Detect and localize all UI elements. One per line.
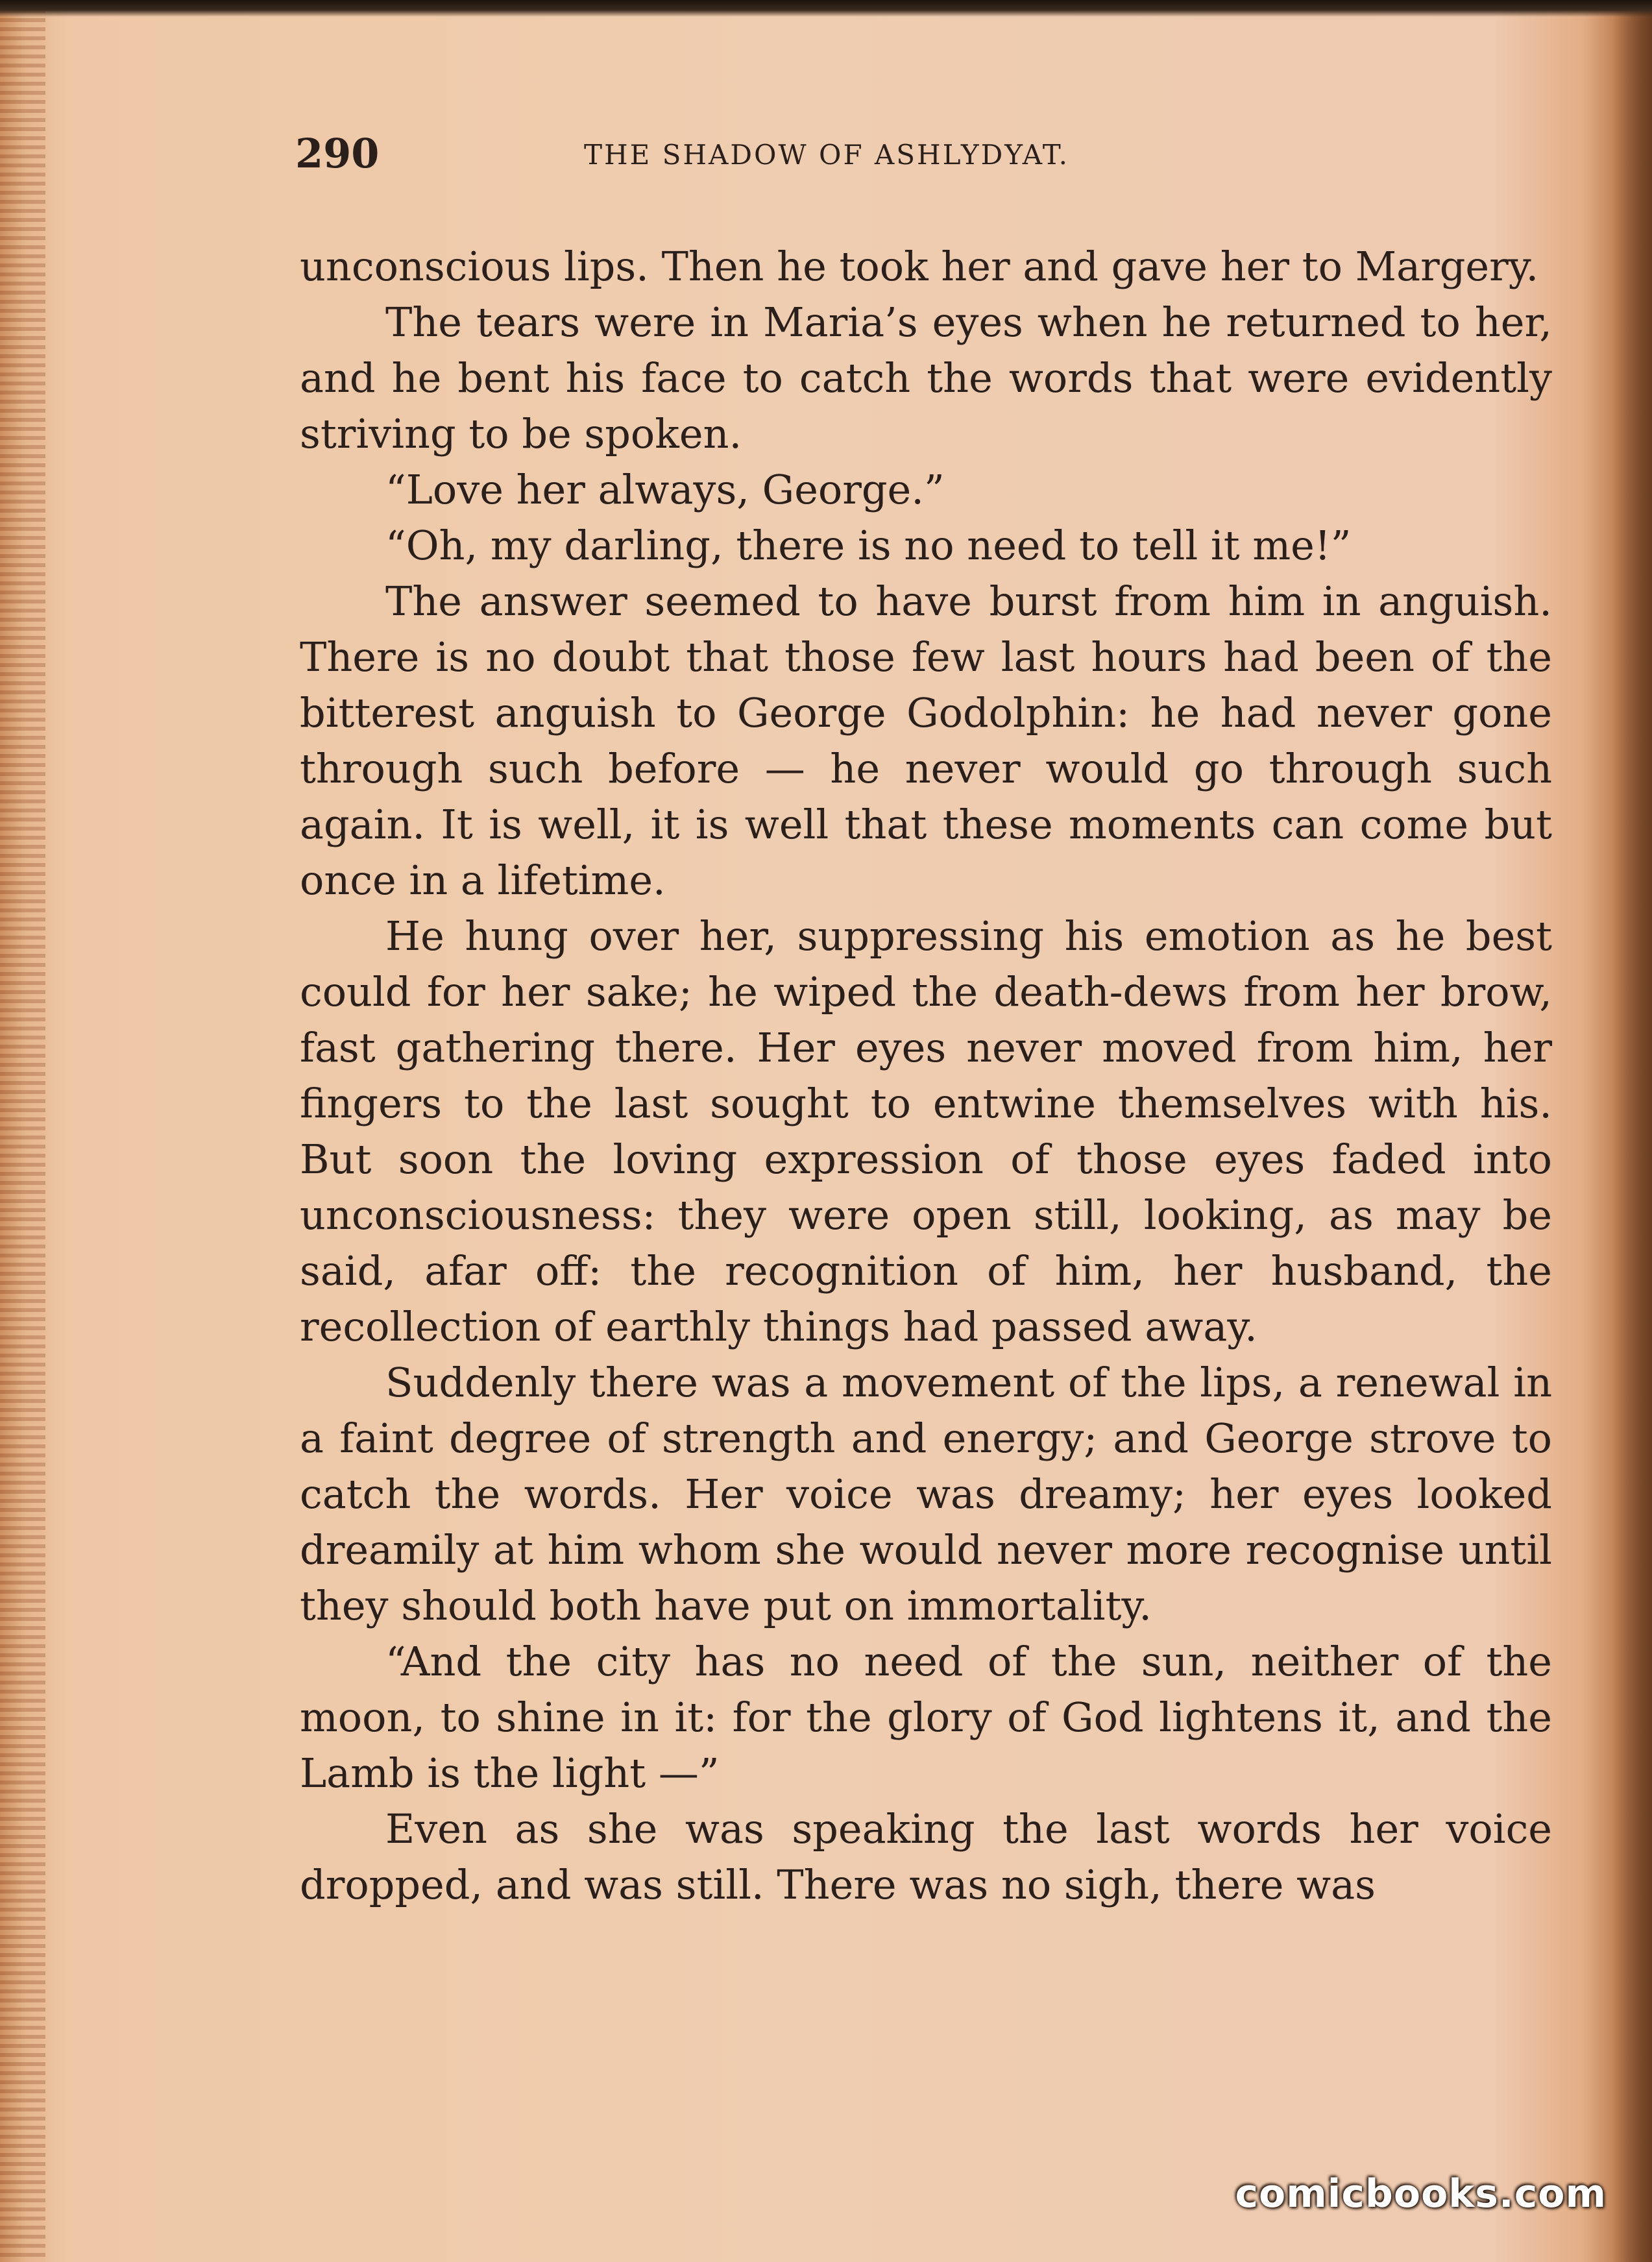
paragraph: The answer seemed to have burst from him in anguish. There is no doubt that those few last hours had been of the bitterest anguish to George Godolphin: he had never gone through such before — he never would go through such again. It is well, it is well that these moments can come but once in a lifetime. [300, 578, 1552, 904]
body-text [300, 239, 1552, 1913]
page-number: 290 [295, 130, 380, 177]
page-right-edge [1613, 0, 1652, 2262]
page-top-edge [0, 0, 1652, 17]
paragraph: “Love her always, George.” [385, 466, 945, 513]
paragraph: Even as she was speaking the last words her voice dropped, and was still. There was no sigh, there was [300, 1805, 1552, 1908]
page-header [295, 130, 1528, 182]
paragraph: “And the city has no need of the sun, neither of the moon, to shine in it: for the glory of God lightens it, and the Lamb is the light —” [300, 1638, 1552, 1797]
running-title: THE SHADOW OF ASHLYDYAT. [584, 139, 1069, 171]
paragraph: The tears were in Maria’s eyes when he returned to her, and he bent his face to catch the words that were evidently striving to be spoken. [300, 298, 1552, 457]
paragraph: “Oh, my darling, there is no need to tell it me!” [385, 522, 1352, 569]
paragraph: unconscious lips. Then he took her and gave her to Margery. [300, 243, 1539, 290]
watermark: comicbooks.com [1235, 2171, 1607, 2217]
paragraph: He hung over her, suppressing his emotion as he best could for her sake; he wiped the death-dews from her brow, fast gathering there. Her eyes never moved from him, her fingers to the last sought to entwine themselves with his. But soon the loving expression of those eyes faded into unconsciousness: they were open still, looking, as may be said, afar off: the recognition of him, her husband, the recollection of earthly things had passed away. [300, 912, 1552, 1350]
paragraph: Suddenly there was a movement of the lips, a renewal in a faint degree of strength and energy; and George strove to catch the words. Her voice was dreamy; her eyes looked dreamily at him whom she would never more recognise until they should both have put on immortality. [300, 1359, 1552, 1629]
page-left-edge [0, 0, 45, 2262]
